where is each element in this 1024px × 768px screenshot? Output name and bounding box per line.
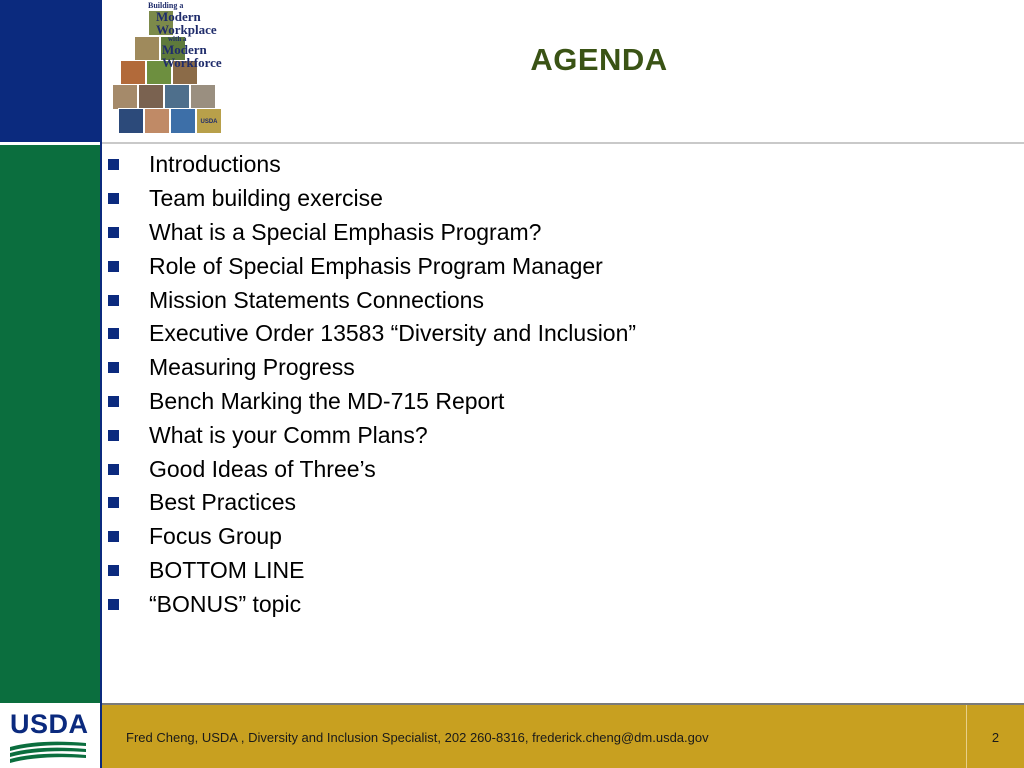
square-bullet-icon bbox=[108, 193, 119, 204]
left-sidebar-border bbox=[100, 0, 102, 768]
list-item-label: Focus Group bbox=[149, 523, 282, 550]
square-bullet-icon bbox=[108, 565, 119, 576]
list-item bbox=[108, 283, 636, 317]
usda-hills-icon bbox=[0, 705, 100, 768]
list-item-label: Role of Special Emphasis Program Manager bbox=[149, 252, 603, 279]
page-number: 2 bbox=[991, 730, 1000, 745]
logo-text-line: Building a bbox=[148, 1, 184, 10]
slide-title bbox=[102, 42, 1024, 78]
list-item-label: What is a Special Emphasis Program? bbox=[149, 218, 542, 245]
logo-text-line: Workplace bbox=[156, 22, 217, 37]
square-bullet-icon bbox=[108, 227, 119, 238]
list-item bbox=[108, 216, 636, 250]
list-item-label: Mission Statements Connections bbox=[149, 286, 484, 313]
square-bullet-icon bbox=[108, 396, 119, 407]
list-item bbox=[108, 554, 636, 588]
list-item bbox=[108, 452, 636, 486]
collage-tile bbox=[144, 108, 170, 134]
list-item bbox=[108, 182, 636, 216]
list-item bbox=[108, 418, 636, 452]
square-bullet-icon bbox=[108, 159, 119, 170]
square-bullet-icon bbox=[108, 328, 119, 339]
list-item-label: Executive Order 13583 “Diversity and Inclusion” bbox=[149, 320, 637, 347]
list-item-label: Introductions bbox=[149, 151, 281, 178]
logo-text-line: Modern bbox=[156, 9, 201, 24]
list-item bbox=[108, 351, 636, 385]
list-item bbox=[108, 587, 636, 621]
list-item bbox=[108, 385, 636, 419]
square-bullet-icon bbox=[108, 295, 119, 306]
collage-tile bbox=[164, 84, 190, 110]
left-sidebar-green-band bbox=[0, 145, 100, 703]
square-bullet-icon bbox=[108, 464, 119, 475]
collage-tile bbox=[170, 108, 196, 134]
usda-badge-tile: USDA bbox=[196, 108, 222, 134]
list-item-label: Team building exercise bbox=[149, 185, 383, 212]
square-bullet-icon bbox=[108, 261, 119, 272]
logo-text-line: with a bbox=[168, 35, 187, 43]
left-sidebar-navy-band bbox=[0, 0, 100, 142]
logo-text-line: Modern bbox=[162, 42, 207, 57]
collage-tile bbox=[138, 84, 164, 110]
list-item bbox=[108, 520, 636, 554]
list-item bbox=[108, 148, 636, 182]
square-bullet-icon bbox=[108, 599, 119, 610]
square-bullet-icon bbox=[108, 362, 119, 373]
usda-logo bbox=[0, 705, 100, 768]
square-bullet-icon bbox=[108, 531, 119, 542]
slide-title-text: AGENDA bbox=[530, 42, 668, 77]
list-item bbox=[108, 317, 636, 351]
list-item-label: “BONUS” topic bbox=[149, 590, 302, 617]
list-item-label: Measuring Progress bbox=[149, 354, 355, 381]
collage-tile bbox=[118, 108, 144, 134]
agenda-list bbox=[108, 148, 636, 621]
footer-contact-text: Fred Cheng, USDA , Diversity and Inclusion Specialist, 202 260-8316, frederick.cheng@dm.usda.gov bbox=[126, 730, 709, 745]
list-item bbox=[108, 486, 636, 520]
list-item-label: Bench Marking the MD-715 Report bbox=[149, 387, 505, 414]
list-item-label: BOTTOM LINE bbox=[149, 556, 305, 583]
square-bullet-icon bbox=[108, 430, 119, 441]
logo-text-line: Workforce bbox=[162, 55, 222, 70]
collage-tile bbox=[190, 84, 216, 110]
square-bullet-icon bbox=[108, 497, 119, 508]
list-item-label: What is your Comm Plans? bbox=[149, 421, 428, 448]
header-divider bbox=[102, 142, 1024, 144]
list-item-label: Good Ideas of Three’s bbox=[149, 455, 376, 482]
collage-tile bbox=[112, 84, 138, 110]
list-item-label: Best Practices bbox=[149, 489, 296, 516]
usda-logo-text: USDA bbox=[10, 709, 89, 739]
list-item bbox=[108, 249, 636, 283]
